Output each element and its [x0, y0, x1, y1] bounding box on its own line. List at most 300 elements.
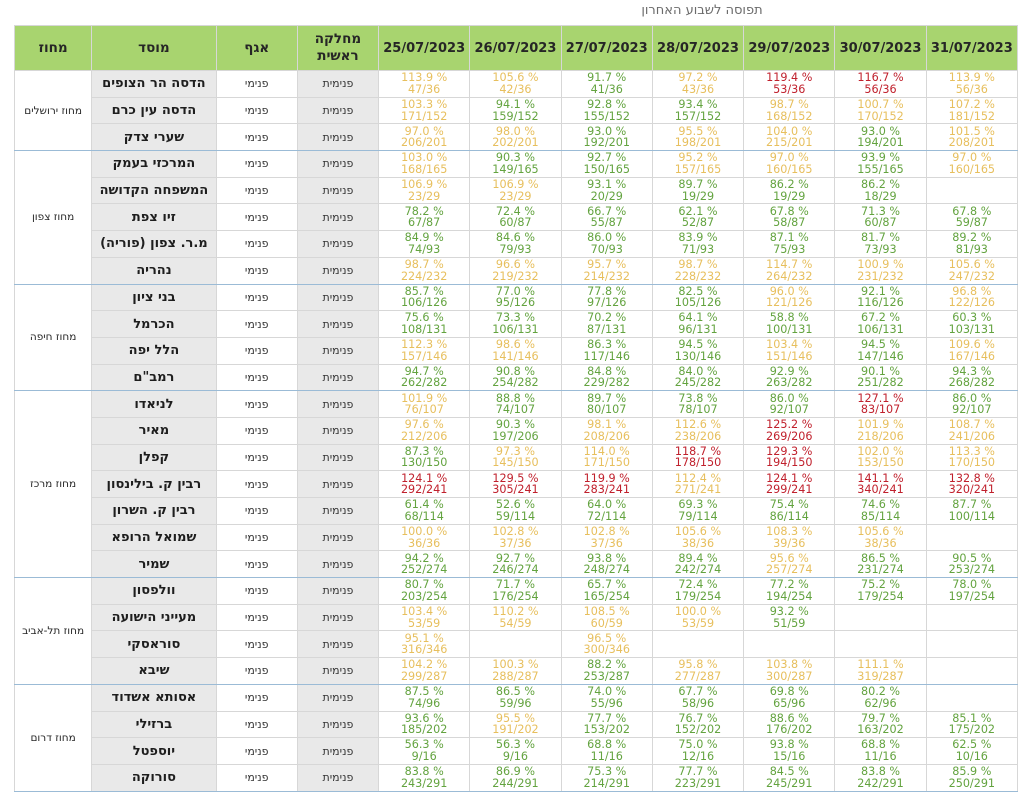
table-row	[15, 711, 1018, 738]
region-cell: מחוז דרום	[15, 684, 92, 791]
header-date: 30/07/2023	[835, 26, 926, 71]
occupancy-cell	[926, 498, 1017, 525]
table-row	[15, 604, 1018, 631]
occupancy-ratio: 19/29	[681, 189, 715, 203]
occupancy-cell	[835, 684, 926, 711]
occupancy-ratio: 198/201	[674, 136, 722, 150]
department-cell: פנימית	[297, 524, 378, 551]
occupancy-ratio: 271/241	[674, 483, 722, 497]
occupancy-cell	[652, 177, 743, 204]
division-cell: פנימי	[216, 684, 297, 711]
occupancy-cell	[379, 498, 470, 525]
occupancy-ratio: 147/146	[857, 349, 904, 363]
occupancy-cell	[379, 391, 470, 418]
occupancy-ratio: 79/93	[499, 242, 532, 256]
region-cell: מחוז ירושלים	[15, 71, 92, 151]
institution-cell: שערי צדק	[92, 124, 216, 151]
occupancy-cell	[561, 71, 652, 98]
occupancy-cell	[835, 151, 926, 178]
occupancy-cell	[561, 151, 652, 178]
occupancy-ratio: 178/150	[674, 456, 722, 470]
occupancy-percent: 103.3 %	[401, 97, 448, 111]
occupancy-percent: 72.4 %	[678, 578, 718, 592]
occupancy-cell	[470, 417, 561, 444]
table-row	[15, 97, 1018, 124]
occupancy-percent: 116.7 %	[857, 71, 904, 85]
occupancy-cell	[835, 604, 926, 631]
occupancy-percent: 77.2 %	[769, 578, 809, 592]
table-row	[15, 684, 1018, 711]
table-row	[15, 658, 1018, 685]
occupancy-ratio: 71/93	[681, 242, 715, 256]
occupancy-ratio: 263/282	[766, 376, 813, 390]
department-cell: פנימית	[297, 417, 378, 444]
occupancy-ratio: 247/232	[948, 269, 996, 283]
occupancy-cell	[926, 257, 1017, 284]
region-cell: מחוז תל-אביב	[15, 578, 92, 685]
occupancy-ratio: 59/114	[495, 509, 536, 523]
occupancy-cell	[926, 151, 1017, 178]
occupancy-ratio: 52/87	[681, 216, 715, 230]
institution-cell: סוראסקי	[92, 631, 216, 658]
occupancy-percent: 113.9 %	[401, 71, 448, 85]
occupancy-cell	[652, 764, 743, 791]
occupancy-cell	[652, 391, 743, 418]
occupancy-ratio: 269/206	[766, 429, 813, 443]
occupancy-ratio: 92/107	[769, 403, 809, 417]
department-cell: פנימית	[297, 471, 378, 498]
department-cell: פנימית	[297, 711, 378, 738]
division-cell: פנימי	[216, 257, 297, 284]
occupancy-ratio: 47/36	[408, 82, 441, 96]
occupancy-cell	[470, 604, 561, 631]
department-cell: פנימית	[297, 71, 378, 98]
occupancy-cell	[744, 524, 835, 551]
division-cell: פנימי	[216, 151, 297, 178]
occupancy-cell	[744, 337, 835, 364]
header-institution: מוסד	[92, 26, 216, 71]
occupancy-percent: 89.7 %	[678, 178, 718, 191]
occupancy-ratio: 155/152	[583, 109, 630, 123]
occupancy-ratio: 11/16	[590, 750, 623, 764]
occupancy-percent: 84.5 %	[769, 765, 809, 779]
occupancy-ratio: 81/93	[955, 242, 988, 256]
occupancy-percent: 74.6 %	[860, 498, 901, 512]
occupancy-cell	[652, 604, 743, 631]
division-cell: פנימי	[216, 177, 297, 204]
table-row	[15, 764, 1018, 791]
occupancy-cell	[835, 738, 926, 765]
occupancy-ratio: 292/241	[400, 483, 448, 497]
occupancy-cell	[470, 524, 561, 551]
occupancy-percent: 129.3 %	[766, 444, 813, 458]
table-caption: תפוסה לשבוע האחרון	[641, 3, 763, 18]
occupancy-ratio: 176/202	[766, 723, 813, 737]
occupancy-ratio: 15/16	[773, 750, 806, 764]
occupancy-cell	[835, 231, 926, 258]
institution-cell: סורוקה	[92, 764, 216, 791]
occupancy-cell	[835, 71, 926, 98]
occupancy-ratio: 242/274	[674, 563, 722, 577]
occupancy-cell	[561, 391, 652, 418]
occupancy-ratio: 253/287	[583, 669, 630, 683]
division-cell: פנימי	[216, 311, 297, 338]
occupancy-percent: 93.8 %	[769, 738, 809, 752]
occupancy-percent: 124.1 %	[766, 471, 813, 485]
occupancy-percent: 101.9 %	[857, 418, 904, 432]
table-row	[15, 231, 1018, 258]
occupancy-ratio: 243/291	[400, 776, 448, 790]
occupancy-cell	[744, 658, 835, 685]
occupancy-percent: 132.8 %	[948, 471, 995, 485]
occupancy-percent: 61.4 %	[404, 498, 444, 512]
occupancy-ratio: 165/254	[583, 589, 630, 603]
occupancy-ratio: 58/87	[773, 216, 806, 230]
occupancy-percent: 93.0 %	[587, 124, 627, 138]
occupancy-percent: 96.5 %	[587, 631, 627, 645]
occupancy-cell	[561, 231, 652, 258]
occupancy-cell	[926, 204, 1017, 231]
occupancy-cell	[744, 257, 835, 284]
occupancy-percent: 75.3 %	[587, 765, 627, 779]
occupancy-ratio: 80/107	[587, 403, 627, 417]
occupancy-percent: 67.7 %	[678, 685, 718, 699]
occupancy-cell	[835, 764, 926, 791]
occupancy-ratio: 155/165	[857, 162, 904, 176]
occupancy-cell	[835, 311, 926, 338]
occupancy-cell	[744, 498, 835, 525]
occupancy-cell	[470, 684, 561, 711]
table-row	[15, 151, 1018, 178]
occupancy-cell	[652, 738, 743, 765]
department-cell: פנימית	[297, 177, 378, 204]
occupancy-cell	[379, 124, 470, 151]
table-row	[15, 471, 1018, 498]
occupancy-ratio: 121/126	[766, 296, 813, 310]
occupancy-percent: 64.1 %	[678, 311, 718, 325]
occupancy-percent: 90.5 %	[952, 551, 992, 565]
occupancy-ratio: 185/202	[400, 723, 448, 737]
occupancy-ratio: 229/282	[583, 376, 630, 390]
occupancy-ratio: 54/59	[499, 616, 532, 630]
occupancy-ratio: 51/59	[773, 616, 806, 630]
institution-cell: המשפחה הקדושה	[92, 177, 216, 204]
occupancy-percent: 95.7 %	[587, 258, 627, 272]
occupancy-percent: 56.3 %	[404, 738, 444, 752]
occupancy-ratio: 36/36	[408, 536, 441, 550]
occupancy-cell	[470, 337, 561, 364]
occupancy-ratio: 130/150	[400, 456, 448, 470]
occupancy-percent: 108.5 %	[583, 605, 630, 618]
institution-cell: שמואל הרופא	[92, 524, 216, 551]
occupancy-ratio: 300/346	[583, 643, 630, 657]
occupancy-ratio: 56/36	[864, 82, 897, 96]
occupancy-cell	[561, 551, 652, 578]
occupancy-ratio: 242/291	[857, 776, 904, 790]
department-cell: פנימית	[297, 551, 378, 578]
occupancy-percent: 84.0 %	[678, 364, 718, 378]
occupancy-ratio: 223/291	[674, 776, 722, 790]
occupancy-cell	[744, 231, 835, 258]
occupancy-ratio: 228/232	[674, 269, 722, 283]
occupancy-ratio: 100/114	[948, 509, 996, 523]
occupancy-ratio: 37/36	[499, 536, 532, 550]
occupancy-cell	[561, 764, 652, 791]
occupancy-cell	[926, 97, 1017, 124]
table-row	[15, 124, 1018, 151]
occupancy-cell	[835, 471, 926, 498]
occupancy-percent: 92.7 %	[495, 551, 535, 565]
occupancy-percent: 83.8 %	[404, 765, 444, 779]
occupancy-percent: 127.1 %	[857, 391, 904, 405]
occupancy-cell	[744, 284, 835, 311]
occupancy-ratio: 53/59	[408, 616, 441, 630]
occupancy-ratio: 157/152	[674, 109, 722, 123]
occupancy-cell	[561, 204, 652, 231]
occupancy-ratio: 86/114	[769, 509, 809, 523]
division-cell: פנימי	[216, 124, 297, 151]
institution-cell: שיבא	[92, 658, 216, 685]
occupancy-percent: 101.5 %	[948, 124, 995, 138]
occupancy-ratio: 250/291	[948, 776, 996, 790]
occupancy-percent: 85.1 %	[952, 711, 992, 725]
occupancy-percent: 113.9 %	[948, 71, 995, 85]
institution-cell: נהריה	[92, 257, 216, 284]
occupancy-ratio: 257/274	[766, 563, 813, 577]
occupancy-percent: 103.0 %	[401, 151, 448, 165]
occupancy-cell	[744, 204, 835, 231]
occupancy-ratio: 108/131	[400, 323, 448, 337]
occupancy-ratio: 245/291	[766, 776, 813, 790]
occupancy-ratio: 58/96	[681, 696, 715, 710]
occupancy-percent: 125.2 %	[766, 418, 813, 432]
occupancy-cell	[652, 684, 743, 711]
occupancy-percent: 110.2 %	[492, 605, 539, 618]
occupancy-cell	[744, 764, 835, 791]
table-row	[15, 257, 1018, 284]
occupancy-percent: 94.1 %	[495, 97, 535, 111]
occupancy-ratio: 145/150	[492, 456, 539, 470]
occupancy-ratio: 159/152	[492, 109, 539, 123]
occupancy-ratio: 150/165	[583, 162, 630, 176]
occupancy-ratio: 197/206	[492, 429, 539, 443]
occupancy-percent: 112.3 %	[401, 338, 448, 352]
occupancy-cell	[379, 337, 470, 364]
occupancy-ratio: 92/107	[952, 403, 992, 417]
occupancy-cell	[926, 604, 1017, 631]
occupancy-cell	[652, 631, 743, 658]
occupancy-ratio: 42/36	[499, 82, 532, 96]
occupancy-cell	[744, 551, 835, 578]
occupancy-ratio: 116/126	[857, 296, 904, 310]
occupancy-cell	[744, 177, 835, 204]
occupancy-cell	[652, 658, 743, 685]
occupancy-cell	[926, 711, 1017, 738]
occupancy-percent: 109.6 %	[948, 338, 995, 352]
occupancy-percent: 88.8 %	[495, 391, 535, 405]
occupancy-cell	[652, 284, 743, 311]
occupancy-percent: 83.8 %	[860, 765, 901, 779]
occupancy-cell	[561, 177, 652, 204]
occupancy-percent: 97.6 %	[404, 418, 444, 432]
occupancy-cell	[561, 257, 652, 284]
occupancy-percent: 141.1 %	[857, 471, 904, 485]
occupancy-ratio: 74/107	[495, 403, 536, 417]
occupancy-ratio: 238/206	[674, 429, 722, 443]
occupancy-ratio: 65/96	[773, 696, 806, 710]
occupancy-percent: 113.3 %	[948, 444, 995, 458]
occupancy-percent: 102.8 %	[583, 524, 630, 538]
occupancy-percent: 82.5 %	[678, 284, 718, 298]
division-cell: פנימי	[216, 71, 297, 98]
occupancy-percent: 86.0 %	[587, 231, 627, 245]
occupancy-cell	[652, 151, 743, 178]
occupancy-cell	[561, 658, 652, 685]
occupancy-cell	[652, 257, 743, 284]
occupancy-percent: 86.3 %	[587, 338, 627, 352]
occupancy-percent: 86.5 %	[495, 685, 535, 699]
occupancy-cell	[470, 498, 561, 525]
occupancy-cell	[379, 151, 470, 178]
occupancy-percent: 74.0 %	[587, 685, 627, 699]
occupancy-percent: 100.9 %	[857, 258, 904, 272]
occupancy-ratio: 244/291	[492, 776, 539, 790]
occupancy-ratio: 319/287	[857, 669, 904, 683]
header-date: 25/07/2023	[379, 26, 470, 71]
occupancy-ratio: 157/146	[400, 349, 448, 363]
occupancy-ratio: 70/93	[590, 242, 623, 256]
occupancy-cell	[926, 631, 1017, 658]
occupancy-percent: 97.0 %	[769, 151, 809, 165]
occupancy-percent: 86.2 %	[860, 178, 901, 191]
occupancy-cell	[744, 391, 835, 418]
occupancy-cell	[652, 231, 743, 258]
occupancy-cell	[561, 711, 652, 738]
occupancy-ratio: 151/146	[766, 349, 813, 363]
occupancy-ratio: 106/131	[492, 323, 539, 337]
occupancy-ratio: 163/202	[857, 723, 904, 737]
institution-cell: יוספטל	[92, 738, 216, 765]
occupancy-ratio: 23/29	[408, 189, 441, 203]
occupancy-ratio: 299/241	[766, 483, 813, 497]
department-cell: פנימית	[297, 391, 378, 418]
occupancy-ratio: 283/241	[583, 483, 630, 497]
institution-cell: זיו צפת	[92, 204, 216, 231]
occupancy-cell	[652, 204, 743, 231]
division-cell: פנימי	[216, 417, 297, 444]
occupancy-percent: 65.7 %	[587, 578, 627, 592]
occupancy-percent: 98.6 %	[495, 338, 535, 352]
occupancy-percent: 108.3 %	[766, 524, 813, 538]
table-body	[15, 71, 1018, 792]
occupancy-cell	[379, 524, 470, 551]
occupancy-cell	[470, 444, 561, 471]
occupancy-ratio: 241/206	[948, 429, 996, 443]
occupancy-cell	[926, 284, 1017, 311]
occupancy-percent: 90.3 %	[495, 151, 535, 165]
occupancy-ratio: 191/202	[492, 723, 539, 737]
table-row	[15, 337, 1018, 364]
occupancy-cell	[926, 658, 1017, 685]
occupancy-percent: 69.3 %	[678, 498, 718, 512]
occupancy-cell	[835, 711, 926, 738]
occupancy-cell	[379, 604, 470, 631]
occupancy-percent: 64.0 %	[587, 498, 627, 512]
occupancy-percent: 111.1 %	[857, 658, 904, 672]
occupancy-cell	[926, 524, 1017, 551]
occupancy-ratio: 105/126	[674, 296, 722, 310]
occupancy-cell	[379, 551, 470, 578]
occupancy-percent: 104.2 %	[401, 658, 448, 672]
occupancy-percent: 68.8 %	[587, 738, 627, 752]
occupancy-percent: 101.9 %	[401, 391, 448, 405]
occupancy-percent: 90.8 %	[495, 364, 535, 378]
occupancy-ratio: 316/346	[400, 643, 448, 657]
occupancy-cell	[470, 631, 561, 658]
occupancy-percent: 72.4 %	[495, 204, 535, 218]
header-date: 28/07/2023	[652, 26, 743, 71]
occupancy-cell	[744, 471, 835, 498]
occupancy-ratio: 75/93	[773, 242, 806, 256]
occupancy-percent: 52.6 %	[495, 498, 535, 512]
occupancy-percent: 86.2 %	[769, 178, 809, 191]
header-department: מחלקה ראשית	[297, 26, 378, 71]
occupancy-cell	[561, 524, 652, 551]
division-cell: פנימי	[216, 337, 297, 364]
occupancy-percent: 80.7 %	[404, 578, 444, 592]
occupancy-percent: 84.9 %	[404, 231, 444, 245]
occupancy-ratio: 214/291	[583, 776, 630, 790]
occupancy-percent: 97.0 %	[404, 124, 444, 138]
occupancy-percent: 95.5 %	[495, 711, 535, 725]
occupancy-percent: 86.0 %	[952, 391, 992, 405]
occupancy-cell	[744, 738, 835, 765]
occupancy-ratio: 55/96	[590, 696, 623, 710]
occupancy-cell	[379, 71, 470, 98]
occupancy-ratio: 194/201	[857, 136, 904, 150]
occupancy-percent: 94.2 %	[404, 551, 444, 565]
occupancy-percent: 97.2 %	[678, 71, 718, 85]
occupancy-cell	[561, 311, 652, 338]
occupancy-percent: 90.3 %	[495, 418, 535, 432]
department-cell: פנימית	[297, 498, 378, 525]
occupancy-ratio: 60/59	[590, 616, 623, 630]
department-cell: פנימית	[297, 578, 378, 605]
occupancy-ratio: 85/114	[860, 509, 901, 523]
occupancy-percent: 60.3 %	[952, 311, 992, 325]
occupancy-percent: 79.7 %	[860, 711, 901, 725]
division-cell: פנימי	[216, 471, 297, 498]
occupancy-ratio: 197/254	[948, 589, 996, 603]
occupancy-cell	[470, 364, 561, 391]
occupancy-ratio: 300/287	[766, 669, 813, 683]
occupancy-percent: 77.7 %	[587, 711, 627, 725]
occupancy-cell	[652, 444, 743, 471]
occupancy-cell	[835, 498, 926, 525]
occupancy-percent: 86.9 %	[495, 765, 535, 779]
occupancy-ratio: 73/93	[864, 242, 897, 256]
table-row	[15, 177, 1018, 204]
occupancy-cell	[561, 604, 652, 631]
occupancy-cell	[652, 578, 743, 605]
occupancy-percent: 94.7 %	[404, 364, 444, 378]
department-cell: פנימית	[297, 444, 378, 471]
occupancy-cell	[926, 231, 1017, 258]
occupancy-percent: 69.8 %	[769, 685, 809, 699]
institution-cell: וולפסון	[92, 578, 216, 605]
occupancy-cell	[835, 177, 926, 204]
occupancy-cell	[379, 311, 470, 338]
